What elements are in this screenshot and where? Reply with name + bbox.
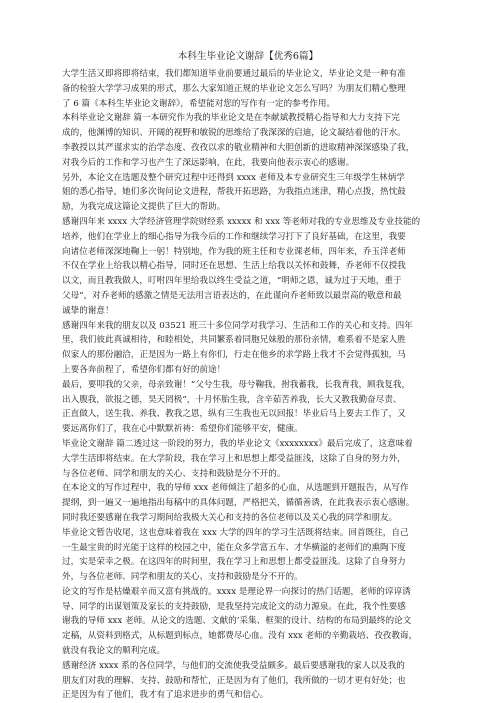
document-body	[62, 67, 432, 703]
text-line: 了 6 篇《本科生毕业论文谢辞》，希望能对您的写作有一定的参考作用。	[62, 98, 336, 109]
text-line: 提纲，到一遍又一遍地指出每稿中的具体问题，严格把关，循循善诱，在此我表示衷心感谢。	[62, 498, 415, 509]
text-line: 要远离你们了，我在心中默默祈祷：希望你们能够平安，健康。	[62, 424, 303, 435]
text-line: 励，为我完成这篇论文提供了巨大的帮助。	[62, 202, 226, 213]
text-line: 同时我还要感谢在我学习期间给我极大关心和支持的各位老师以及关心我的同学和朋友。	[62, 512, 398, 523]
text-line: 在本论文的写作过程中，我的导师 xxx 老师倾注了超多的心血，从选题到开题报告，从写作	[62, 483, 409, 494]
text-line: 李教授以其严谨求实的治学态度、孜孜以求的敬业精神和大胆创新的进取精神深深感染了我，	[62, 142, 415, 153]
text-line: 大学生活又即将即将结束，我们都知道毕业前要通过最后的毕业论文，毕业论文是一种有准	[62, 69, 406, 79]
text-line: 培养，他们在学业上的细心指导为我今后的工作和继续学习打下了良好基础，在这里，我要	[62, 231, 406, 242]
text-line: 正直做人，送生我、养我、教我之恩，纵有三生我也无以回报！毕业后马上要去工作了，又	[62, 409, 406, 420]
text-line: 出入腹我，欲报之德，昊天罔极”，十月怀胎生我，含辛茹苦养我，长大又教我勤奋尽责、	[62, 394, 402, 405]
text-line: 似家人的那份融洽，正是因为一路上有你们，行走在他乡的求学路上我才不会觉得孤独，马	[62, 350, 406, 361]
document-title: 本科生毕业论文谢辞【优秀6篇】	[177, 51, 319, 62]
text-line: 与各位老师、同学和朋友的关心、支持和鼓励是分不开的。	[62, 468, 286, 479]
text-line: 以文，而且教我做人，叮咐四年里给我以终生受益之道，“明师之恩，诚为过于天地，重于	[62, 276, 402, 287]
text-line: 对我今后的工作和学习也产生了深远影响，在此，我要向他表示衷心的感谢。	[62, 157, 355, 168]
text-line: 感谢四年来 xxxx 大学经济管理学院财经系 xxxxx 和 xxx 等老师对我的专业思维及专业技能的	[62, 216, 421, 227]
text-line: 向诸位老师深深地鞠上一躬！特别地，作为我的班主任和专业课老师，四年来，乔玉洋老师	[62, 246, 406, 257]
text-line: 另外，本论文在选题及整个研究过程中还得到 xxxx 老师及本专业研究生三年级学生林炳学	[62, 172, 405, 183]
text-line: 过，实是荣幸之极。在这四年的时间里，我在学习上和思想上都受益匪浅。这除了自身努力	[62, 557, 406, 568]
text-line: 感谢四年来我的朋友以及 03521 班三十多位同学对我学习、生活和工作的关心和支持。四年	[62, 320, 413, 331]
text-line: 一生最宝贵的时光能于这样的校园之中，能在众多学富五车、才华横溢的老师们的熏陶下度	[62, 542, 406, 553]
text-line: 毕业论文谢辞 篇二透过这一阶段的努力，我的毕业论文《xxxxxxxx》最后完成了，这意味着	[62, 438, 413, 449]
text-line: 感谢经济 xxxx 系的各位同学，与他们的交流使我受益颇多。最后要感谢我的家人以及我的	[62, 660, 405, 671]
text-line: 里，我们彼此真诚相待，和睦相处，共同繁系着同胞兄妹般的那份亲情，难系着不是家人胜	[62, 335, 406, 346]
text-line: 最后，要叩我的父亲，母亲致谢！“父兮生我，母兮鞠我，拊我蓄我，长我育我，顾我复我，	[62, 379, 411, 390]
text-line: 大学生活即将结束。在大学阶段，我在学习上和思想上都受益匪浅，这除了自身的努力外，	[62, 453, 406, 464]
text-line: 外，与各位老师、同学和朋友的关心、支持和鼓励是分不开的。	[62, 572, 303, 583]
text-line: 诚挚的谢意！	[62, 305, 114, 316]
text-line: 正是因为有了他们，我才有了追求进步的勇气和信心。	[62, 690, 269, 701]
text-line: 姐的悉心指导，她们多次询问论文进程，帮我开拓思路，为我指点迷津，精心点拨，热忱鼓	[62, 187, 406, 198]
text-line: 毕业论文暂告收尾，这也意味着我在 xxx 大学的四年的学习生活既将结束。回首既往，自己	[62, 527, 409, 538]
text-line: 父母”，对乔老师的感激之情是无法用言语表达的，在此谨向乔老师致以最崇高的敬意和最	[62, 290, 402, 301]
text-line: 上要各奔前程了，希望你们都有好的前途！	[62, 364, 226, 375]
text-line: 谢我的导师 xxx 老师。从论文的选题、文献的’采集、框架的设计、结构的布局到最终的论文	[62, 616, 412, 627]
text-line: 论文的写作是枯燥艰辛而又富有挑战的。xxxx 是理论界一向探讨的热门话题，老师的谆谆诱	[62, 586, 411, 597]
text-line: 导、同学的出谋划策及家长的支持鼓励，是我坚持完成论文的动力源泉。在此，我个性要感	[62, 601, 406, 612]
text-line: 本科毕业论文谢辞 篇一本研究作为我的毕业论文是在李献斌教授精心指导和大力支持下完	[62, 113, 400, 124]
text-line: 定稿，从资料到格式，从标题到标点，她都费尽心血。没有 xxx 老师的辛勤栽培、孜孜教诲，	[62, 631, 418, 642]
text-line: 就没有我论文的顺利完成。	[62, 646, 166, 657]
text-line: 朋友们对我的理解、支持、鼓励和帮忙，正是因为有了他们，我所做的一切才更有好处；也	[62, 675, 406, 686]
text-line: 备的检验大学学习成果的形式，那么大家知道正规的毕业论文怎么写吗？为朋友们精心整理	[62, 83, 406, 94]
text-line: 成的，他渊博的知识、开阔的视野和敏锐的思维给了我深深的启迪，论文凝结着他的汗水。	[62, 128, 406, 139]
text-line: 不仅在学业上给我以精心指导，同时还在思想、生活上给我以关怀和鼓舞，乔老师不仅授我	[62, 261, 406, 272]
